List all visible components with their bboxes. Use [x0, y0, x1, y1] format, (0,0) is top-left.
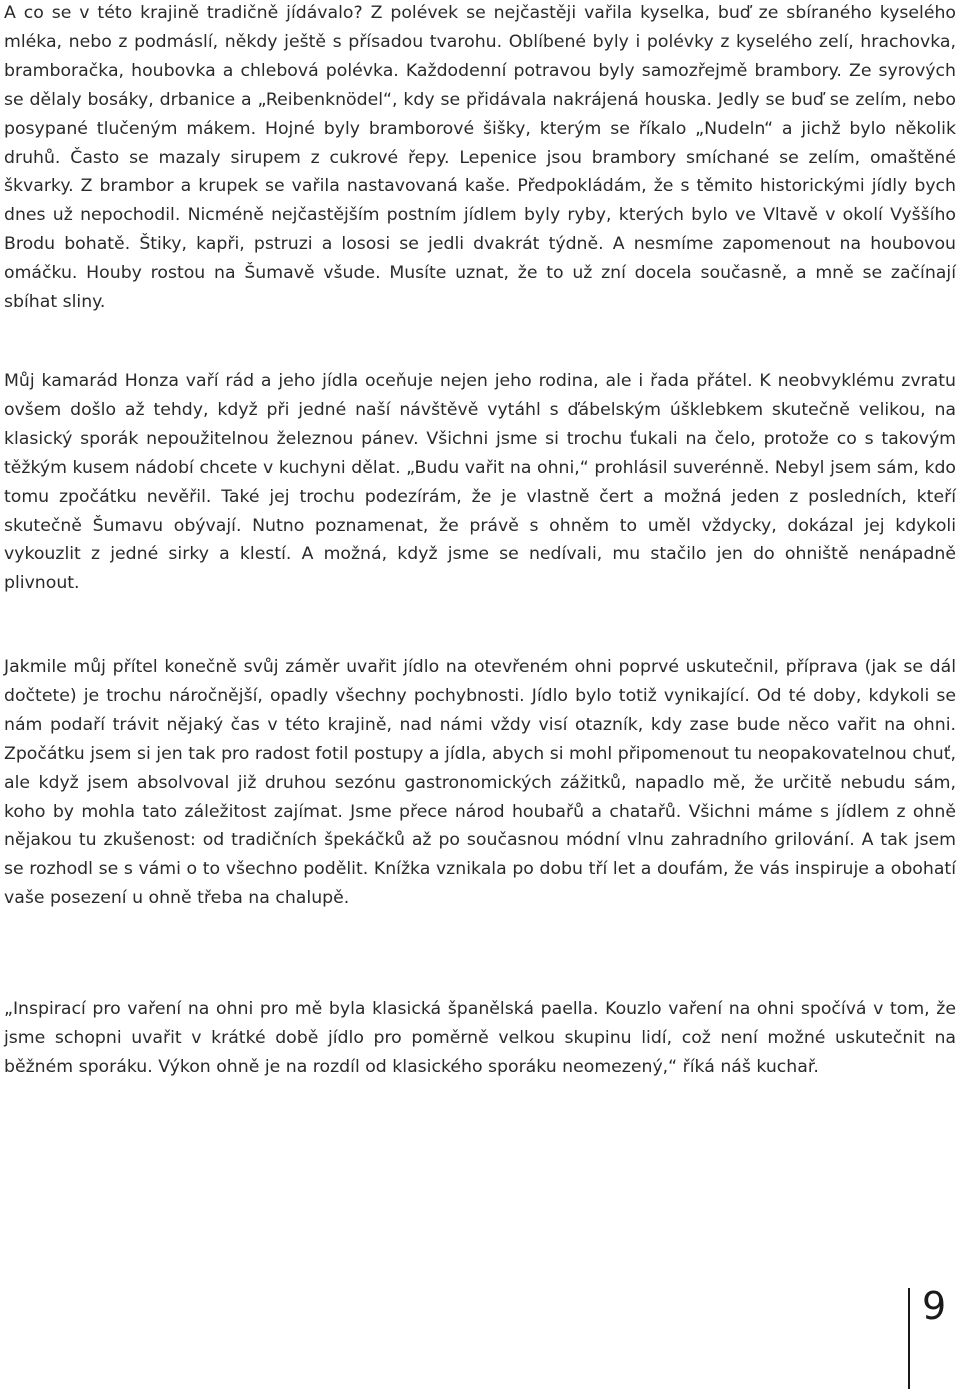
paragraph-friend-honza: Můj kamarád Honza vaří rád a jeho jídla oceňuje nejen jeho rodina, ale i řada přátel. K neobvyklému zvratu ovšem došlo až tehdy, když při jedné naší návštěvě vytáhl s ďábelským úšklebkem skutečně velikou, na klasický sporák nepoužitelnou železnou pánev. Všichni jsme si trochu ťukali na čelo, protože co s takovým těžkým kusem nádobí chcete v kuchyni dělat. „Budu vařit na ohni,“ prohlásil suverénně. Nebyl jsem sám, kdo tomu zpočátku nevěřil. Také jej trochu podezírám, že je vlastně čert a možná jeden z posledních, kteří skutečně Šumavu obývají. Nutno poznamenat, že právě s ohněm to uměl vždycky, dokázal jej kdykoli vykouzlit z jedné sirky a klestí. A možná, když jsme se nedívali, mu stačilo jen do ohniště nenápadně plivnout. — [4, 371, 956, 594]
page-number: 9 — [922, 1284, 947, 1328]
page-number-divider — [908, 1288, 910, 1389]
paragraph-chef-quote: „Inspirací pro vaření na ohni pro mě byla klasická španělská paella. Kouzlo vaření na ohni spočívá v tom, že jsme schopni uvařit v krátké době jídlo pro poměrně velkou skupinu lidí, což není možné uskutečnit na běžném sporáku. Výkon ohně je na rozdíl od klasického sporáku neomezený,“ říká náš kuchař. — [4, 999, 956, 1077]
paragraph-traditional-food: A co se v této krajině tradičně jídávalo? Z polévek se nejčastěji vařila kyselka, buď ze sbíraného kyselého mléka, nebo z podmáslí, někdy ještě s přísadou tvarohu. Oblíbené byly i polévky z kyselého zelí, hrachovka, bramboračka, houbovka a chlebová polévka. Každodenní potravou byly samozřejmě brambory. Ze syrových se dělaly bosáky, drbanice a „Reibenknödel“, kdy se přidávala nakrájená houska. Jedly se buď se zelím, nebo posypané tlučeným mákem. Hojné byly bramborové šišky, kterým se říkalo „Nudeln“ a jichž bylo několik druhů. Často se mazaly sirupem z cukrové řepy. Lepenice jsou brambory smíchané se zelím, omaštěné škvarky. Z brambor a krupek se vařila nastavovaná kaše. Předpokládám, že s těmito historickými jídly bych dnes už nepochodil. Nicméně nejčastějším postním jídlem byly ryby, kterých bylo ve Vltavě v okolí Vyššího Brodu bohatě. Štiky, kapři, pstruzi a lososi se jedli dvakrát týdně. A nesmíme zapomenout na houbovou omáčku. Houby rostou na Šumavě všude. Musíte uznat, že to už zní docela současně, a mně se začínají sbíhat sliny. — [4, 3, 956, 313]
document-page — [4, 0, 956, 1389]
paragraph-book-origin: Jakmile můj přítel konečně svůj záměr uvařit jídlo na otevřeném ohni poprvé uskutečnil, příprava (jak se dál dočtete) je trochu náročnější, opadly všechny pochybnosti. Jídlo bylo totiž vynikající. Od té doby, kdykoli se nám podaří trávit nějaký čas v této krajině, nad námi vždy visí otazník, kdy zase bude něco vařit na ohni. Zpočátku jsem si jen tak pro radost fotil postupy a jídla, abych si mohl připomenout tu neopakovatelnou chuť, ale když jsem absolvoval již druhou sezónu gastronomických zážitků, napadlo mě, že určitě nebudu sám, koho by mohla tato záležitost zajímat. Jsme přece národ houbařů a chatařů. Všichni máme s jídlem z ohně nějakou tu zkušenost: od tradičních špekáčků až po současnou módní vlnu zahradního grilování. A tak jsem se rozhodl se s vámi o to všechno podělit. Knížka vznikala po dobu tří let a doufám, že vás inspiruje a obohatí vaše posezení u ohně třeba na chalupě. — [4, 657, 956, 909]
